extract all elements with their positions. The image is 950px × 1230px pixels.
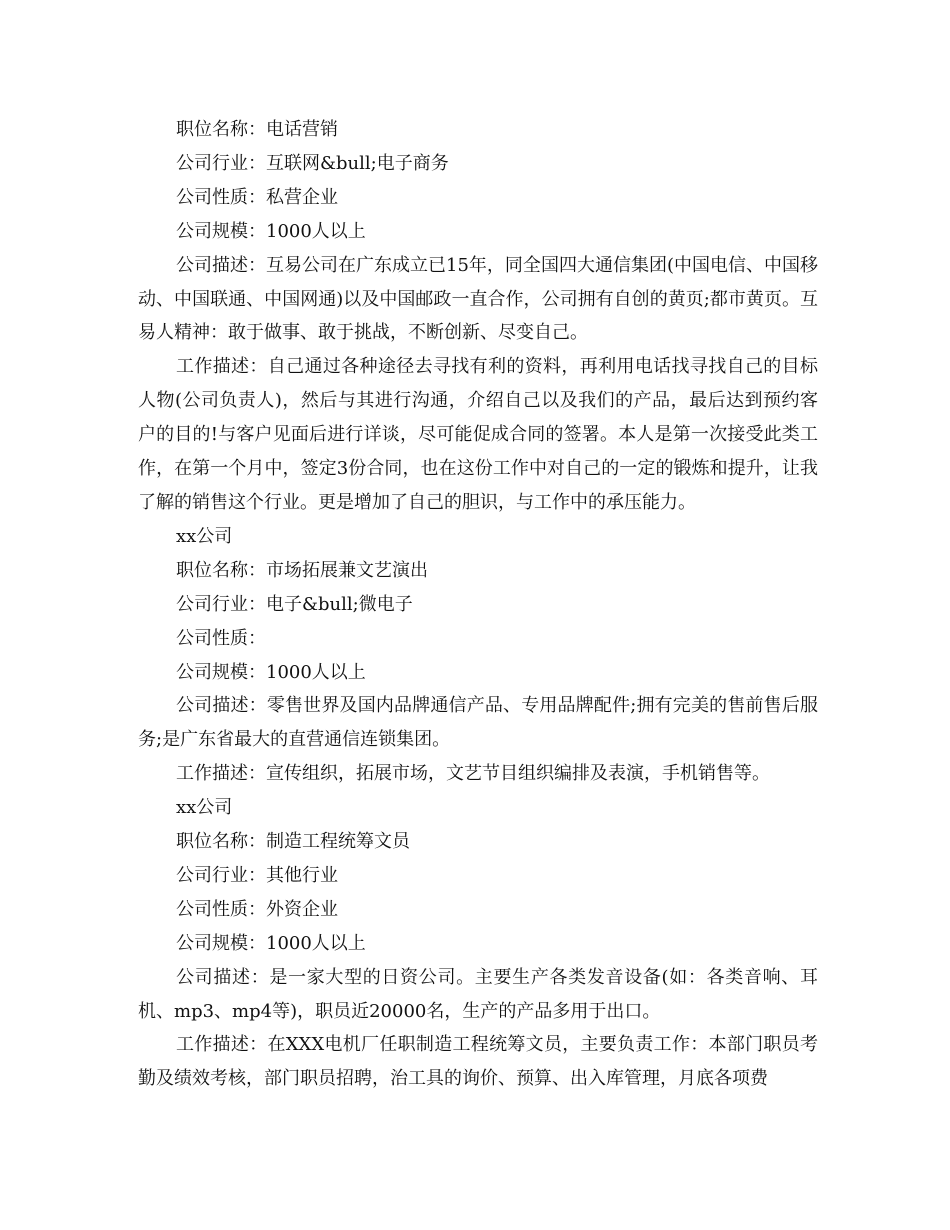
job-description-paragraph: 工作描述：宣传组织，拓展市场，文艺节目组织编排及表演，手机销售等。 xyxy=(176,763,770,785)
job-title-line: 职位名称：电话营销 xyxy=(176,119,338,140)
company-size-line: 公司规模：1000人以上 xyxy=(176,932,366,954)
industry-line: 公司行业：其他行业 xyxy=(176,864,338,886)
job-description-paragraph: 工作描述：在XXX电机厂任职制造工程统筹文员，主要负责工作：本部门职员考勤及绩效考核，部门职员招聘，治工具的询价、预算、出入库管理，月底各项费 xyxy=(138,1034,818,1090)
company-size-line: 公司规模：1000人以上 xyxy=(176,661,366,683)
company-size-line: 公司规模：1000人以上 xyxy=(176,220,366,242)
company-heading: xx公司 xyxy=(176,797,233,819)
company-type-line: 公司性质： xyxy=(176,627,266,649)
job-title-line: 职位名称：市场拓展兼文艺演出 xyxy=(176,559,428,581)
company-heading: xx公司 xyxy=(176,525,233,547)
company-description-paragraph: 公司描述：互易公司在广东成立已15年，同全国四大通信集团(中国电信、中国移动、中国联通、中国网通)以及中国邮政一直合作，公司拥有自创的黄页;都市黄页。互易人精神：敢于做事、敢于挑战，不断创新、尽变自己。 xyxy=(138,254,818,344)
industry-line: 公司行业：互联网&bull;电子商务 xyxy=(176,152,449,174)
job-description-paragraph: 工作描述：自己通过各种途径去寻找有利的资料，再利用电话找寻找自己的目标人物(公司负责人)，然后与其进行沟通，介绍自己以及我们的产品，最后达到预约客户的目的!与客户见面后进行详谈，尽可能促成合同的签署。本人是第一次接受此类工作，在第一个月中，签定3份合同，也在这份工作中对自己的一定的锻炼和提升，让我了解的销售这个行业。更是增加了自己的胆识，与工作中的承压能力。 xyxy=(138,356,818,513)
job-title-line: 职位名称：制造工程统筹文员 xyxy=(176,831,410,853)
company-type-line: 公司性质：外资企业 xyxy=(176,898,338,920)
company-description-paragraph: 公司描述：是一家大型的日资公司。主要生产各类发音设备(如：各类音响、耳机、mp3、mp4等)，职员近20000名，生产的产品多用于出口。 xyxy=(138,966,818,1022)
document-body xyxy=(138,113,818,1096)
industry-line: 公司行业：电子&bull;微电子 xyxy=(176,593,413,615)
company-type-line: 公司性质：私营企业 xyxy=(176,186,338,208)
company-description-paragraph: 公司描述：零售世界及国内品牌通信产品、专用品牌配件;拥有完美的售前售后服务;是广东省最大的直营通信连锁集团。 xyxy=(138,695,818,751)
